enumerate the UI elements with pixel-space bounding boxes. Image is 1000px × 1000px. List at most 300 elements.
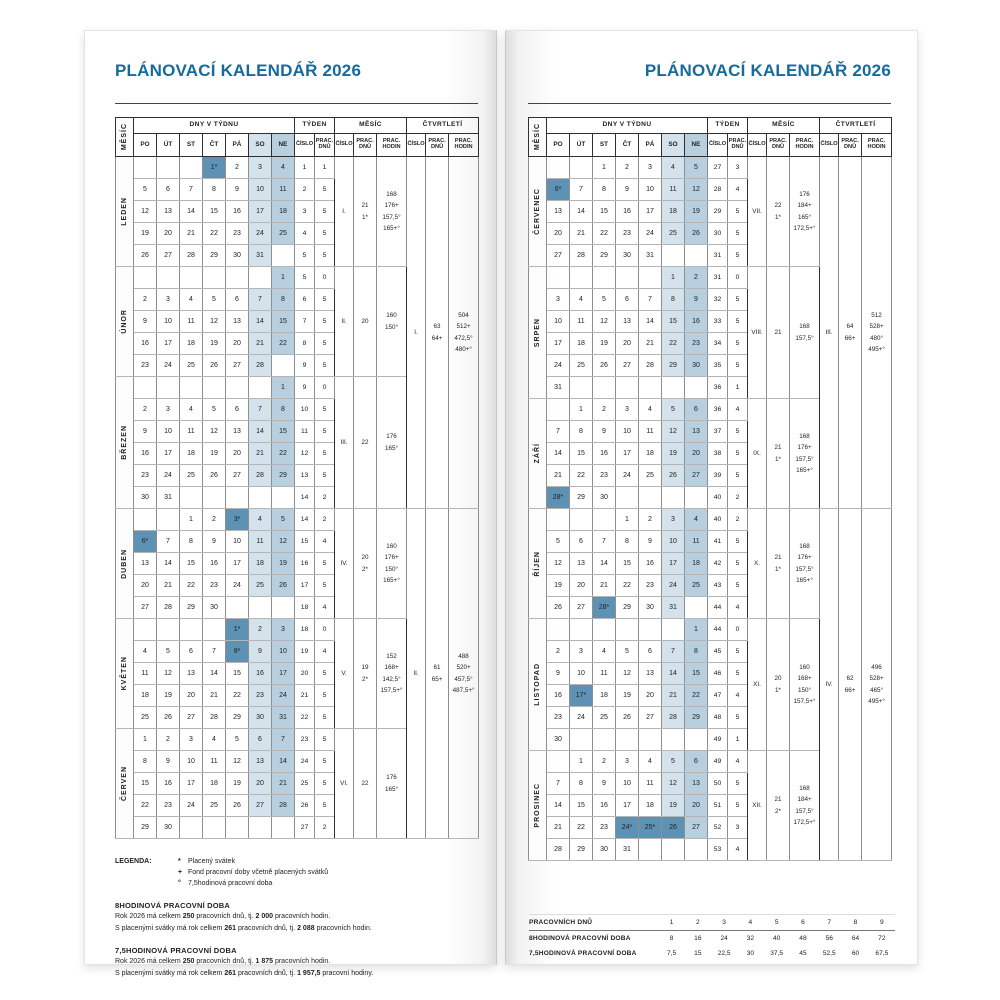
week-workdays-cell: 4 [315, 641, 335, 663]
week-workdays-cell: 5 [315, 311, 335, 333]
day-cell: 25 [639, 465, 662, 487]
month-workdays-cell: 19 2* [354, 619, 377, 729]
month-hours-cell: 176 184+ 165° 172,5+° [790, 157, 820, 267]
day-cell: 14 [547, 443, 570, 465]
day-cell: 20 [685, 795, 708, 817]
week-workdays-cell: 2 [728, 509, 748, 531]
day-cell [249, 597, 272, 619]
day-cell [662, 839, 685, 861]
day-cell: 16 [685, 311, 708, 333]
day-cell: 5 [157, 641, 180, 663]
day-cell [593, 267, 616, 289]
day-cell: 21 [157, 575, 180, 597]
day-cell [685, 487, 708, 509]
month-name-label: SRPEN [533, 317, 541, 348]
month-name-label: DUBEN [120, 548, 128, 579]
weekday-header: ST [180, 134, 203, 157]
day-cell [134, 267, 157, 289]
week-number-cell: 28 [708, 179, 728, 201]
day-cell: 13 [570, 553, 593, 575]
day-cell: 20 [226, 333, 249, 355]
month-hours-cell: 176 165° [377, 729, 407, 839]
day-cell: 31 [616, 839, 639, 861]
day-cell: 10 [157, 311, 180, 333]
day-cell: 2 [547, 641, 570, 663]
day-cell: 16 [226, 201, 249, 223]
weekday-header: NE [685, 134, 708, 157]
day-cell: 10 [249, 179, 272, 201]
weekday-header: ST [593, 134, 616, 157]
day-cell [272, 355, 295, 377]
day-cell: 26 [616, 707, 639, 729]
day-cell: 28 [157, 597, 180, 619]
day-cell [134, 509, 157, 531]
day-cell: 26 [685, 223, 708, 245]
week-number-cell: 36 [708, 399, 728, 421]
day-cell: 13 [157, 201, 180, 223]
week-number-cell: 48 [708, 707, 728, 729]
day-cell: 17 [226, 553, 249, 575]
section-text: Rok 2026 má celkem [115, 912, 183, 920]
week-workdays-cell: 2 [315, 487, 335, 509]
day-cell: 16 [593, 795, 616, 817]
legend [115, 856, 478, 890]
day-cell: 31 [272, 707, 295, 729]
week-number-cell: 30 [708, 223, 728, 245]
day-cell: 27 [249, 795, 272, 817]
section-text: pracovních hodin. [273, 912, 331, 920]
day-cell: 24 [570, 707, 593, 729]
day-cell: 31 [547, 377, 570, 399]
section-text: pracovních dnů, tj. [194, 912, 256, 920]
day-cell: 17 [662, 553, 685, 575]
day-cell: 12 [272, 531, 295, 553]
week-number-cell: 7 [295, 311, 315, 333]
day-cell: 4 [639, 751, 662, 773]
day-cell: 24 [249, 223, 272, 245]
month-name [529, 509, 547, 619]
day-cell [547, 751, 570, 773]
day-cell: 20 [547, 223, 570, 245]
week-number-cell: 27 [295, 817, 315, 839]
day-cell: 1 [616, 509, 639, 531]
day-cell: 15 [616, 553, 639, 575]
day-cell: 21 [593, 575, 616, 597]
week-number-cell: 36 [708, 377, 728, 399]
worktable-value: 7,5 [666, 950, 677, 957]
day-cell: 18 [685, 553, 708, 575]
week-number-cell: 16 [295, 553, 315, 575]
day-cell: 26 [226, 795, 249, 817]
day-cell: 8 [272, 399, 295, 421]
weekday-header: PO [547, 134, 570, 157]
day-cell: 10 [157, 421, 180, 443]
day-cell: 16 [616, 201, 639, 223]
day-cell [180, 487, 203, 509]
day-cell [639, 267, 662, 289]
week-number-cell: 41 [708, 531, 728, 553]
week-workdays-cell: 0 [728, 267, 748, 289]
week-number-cell: 5 [295, 267, 315, 289]
days-of-week-group-header: DNY V TÝDNU [134, 118, 295, 134]
day-cell: 20 [157, 223, 180, 245]
day-cell: 30 [639, 597, 662, 619]
day-cell: 20 [226, 443, 249, 465]
day-cell: 2 [616, 157, 639, 179]
month-hours-header: PRAC. HODIN [790, 134, 820, 157]
day-cell: 9 [593, 421, 616, 443]
day-cell [685, 245, 708, 267]
day-cell: 1* [226, 619, 249, 641]
day-cell: 22 [203, 223, 226, 245]
day-cell: 8 [203, 179, 226, 201]
day-cell: 18 [272, 201, 295, 223]
day-cell: 4 [593, 641, 616, 663]
week-number-cell: 18 [295, 597, 315, 619]
week-number-cell: 43 [708, 575, 728, 597]
worktable-value: 32 [746, 935, 755, 942]
month-hours-header: PRAC. HODIN [377, 134, 407, 157]
day-cell: 14 [203, 663, 226, 685]
week-workdays-cell: 3 [728, 157, 748, 179]
week-workdays-cell: 5 [315, 399, 335, 421]
day-cell: 26 [134, 245, 157, 267]
day-cell: 2 [226, 157, 249, 179]
day-cell: 4 [249, 509, 272, 531]
section-title: 7,5HODINOVÁ PRACOVNÍ DOBA [115, 945, 237, 955]
week-number-cell: 1 [295, 157, 315, 179]
day-cell: 30 [134, 487, 157, 509]
day-cell: 13 [226, 311, 249, 333]
day-cell [593, 509, 616, 531]
week-workdays-cell: 5 [315, 355, 335, 377]
day-cell: 16 [134, 333, 157, 355]
day-cell: 12 [593, 311, 616, 333]
day-cell: 4 [134, 641, 157, 663]
week-number-cell: 17 [295, 575, 315, 597]
working-time-section [115, 901, 478, 935]
weekday-header: PÁ [226, 134, 249, 157]
legend-symbol: * [178, 858, 181, 865]
day-cell [157, 509, 180, 531]
month-workdays-cell: 22 [354, 377, 377, 509]
worktable-value: 4 [737, 915, 763, 931]
worktable-value: 16 [694, 935, 702, 942]
day-cell: 11 [685, 531, 708, 553]
day-cell [570, 509, 593, 531]
weekday-header: PÁ [639, 134, 662, 157]
month-hours-cell: 168 176+ 157,5° 165+° [790, 399, 820, 509]
day-cell: 29 [685, 707, 708, 729]
day-cell: 31 [157, 487, 180, 509]
day-cell [226, 817, 249, 839]
quarter-number-cell: III. [820, 157, 839, 509]
worktable-row-label: PRACOVNÍCH DNŮ [529, 915, 658, 931]
worktable-row-label: 8HODINOVÁ PRACOVNÍ DOBA [529, 935, 631, 942]
day-cell: 10 [616, 421, 639, 443]
day-cell: 8* [226, 641, 249, 663]
day-cell: 24 [616, 465, 639, 487]
day-cell: 5 [272, 509, 295, 531]
day-cell [570, 729, 593, 751]
day-cell: 5 [662, 399, 685, 421]
title-rule [528, 103, 891, 104]
quarter-group-header: ČTVRTLETÍ [820, 118, 892, 134]
week-workdays-cell: 5 [315, 443, 335, 465]
day-cell [226, 377, 249, 399]
day-cell [685, 839, 708, 861]
page-right [505, 30, 918, 965]
day-cell [639, 839, 662, 861]
day-cell: 15 [226, 663, 249, 685]
weekday-header: PO [134, 134, 157, 157]
quarter-workdays-header: PRAC. DNŮ [839, 134, 862, 157]
day-cell: 19 [616, 685, 639, 707]
day-cell: 18 [180, 333, 203, 355]
day-cell: 10 [547, 311, 570, 333]
month-name-label: KVĚTEN [120, 656, 128, 691]
section-text: pracovních hodin. [314, 925, 372, 933]
day-cell: 8 [570, 773, 593, 795]
day-cell: 11 [570, 311, 593, 333]
week-workdays-cell: 5 [315, 795, 335, 817]
month-hours-cell: 168 184+ 157,5° 172,5+° [790, 751, 820, 861]
day-cell: 19 [226, 773, 249, 795]
workdays-hours-table [529, 914, 895, 961]
month-number-cell: V. [335, 619, 354, 729]
day-cell: 26 [157, 707, 180, 729]
day-cell [570, 377, 593, 399]
day-cell: 13 [547, 201, 570, 223]
worktable-value: 9 [869, 915, 895, 931]
day-cell: 2 [134, 399, 157, 421]
day-cell: 30 [249, 707, 272, 729]
day-cell: 3 [157, 289, 180, 311]
week-number-header: ČÍSLO [295, 134, 315, 157]
day-cell [203, 817, 226, 839]
week-workdays-cell: 5 [315, 707, 335, 729]
quarter-hours-cell: 488 520+ 457,5° 487,5+° [449, 509, 479, 839]
day-cell: 4 [662, 157, 685, 179]
day-cell: 31 [639, 245, 662, 267]
day-cell [157, 619, 180, 641]
month-name-label: ČERVENEC [533, 188, 541, 235]
day-cell: 24 [662, 575, 685, 597]
week-workdays-cell: 5 [315, 685, 335, 707]
month-name [116, 729, 134, 839]
day-cell: 3 [616, 751, 639, 773]
day-cell: 11 [203, 751, 226, 773]
day-cell: 18 [639, 443, 662, 465]
week-workdays-cell: 5 [315, 663, 335, 685]
week-number-cell: 12 [295, 443, 315, 465]
day-cell: 21 [570, 223, 593, 245]
week-number-cell: 46 [708, 663, 728, 685]
week-number-cell: 14 [295, 487, 315, 509]
day-cell: 20 [249, 773, 272, 795]
quarter-number-cell: IV. [820, 509, 839, 861]
day-cell: 7 [249, 399, 272, 421]
day-cell [157, 157, 180, 179]
week-number-cell: 53 [708, 839, 728, 861]
day-cell [203, 377, 226, 399]
week-number-cell: 27 [708, 157, 728, 179]
quarter-hours-header: PRAC. HODIN [449, 134, 479, 157]
day-cell: 6 [616, 289, 639, 311]
day-cell: 12 [157, 663, 180, 685]
day-cell [272, 817, 295, 839]
week-number-cell: 8 [295, 333, 315, 355]
day-cell [226, 487, 249, 509]
day-cell [134, 377, 157, 399]
day-cell: 17 [616, 795, 639, 817]
legend-item [178, 867, 328, 878]
day-cell: 14 [593, 553, 616, 575]
day-cell: 13 [134, 553, 157, 575]
day-cell: 22 [272, 443, 295, 465]
day-cell: 25 [180, 355, 203, 377]
worktable-value: 56 [825, 935, 833, 942]
day-cell: 24* [616, 817, 639, 839]
day-cell: 9 [547, 663, 570, 685]
day-cell: 28 [203, 707, 226, 729]
day-cell [547, 509, 570, 531]
month-name-label: ZÁŘÍ [533, 443, 541, 464]
week-workdays-cell: 5 [315, 223, 335, 245]
week-number-cell: 31 [708, 245, 728, 267]
day-cell: 17 [616, 443, 639, 465]
day-cell: 15 [570, 795, 593, 817]
week-number-cell: 11 [295, 421, 315, 443]
month-workdays-cell: 21 1* [354, 157, 377, 267]
day-cell: 27 [226, 465, 249, 487]
day-cell: 18 [639, 795, 662, 817]
section-text: pracovních dnů, tj. [236, 925, 298, 933]
month-name-label: BŘEZEN [120, 425, 128, 460]
day-cell: 2 [134, 289, 157, 311]
day-cell: 1 [662, 267, 685, 289]
quarter-number-header: ČÍSLO [407, 134, 426, 157]
worktable-value: 64 [851, 935, 860, 942]
month-hours-cell: 168 176+ 157,5° 165+° [790, 509, 820, 619]
day-cell: 6 [226, 399, 249, 421]
day-cell [639, 377, 662, 399]
week-workdays-cell: 2 [315, 509, 335, 531]
worktable-value: 5 [764, 915, 790, 931]
day-cell [662, 729, 685, 751]
month-name-label: LISTOPAD [533, 663, 541, 706]
week-workdays-cell: 5 [728, 289, 748, 311]
day-cell: 18 [134, 685, 157, 707]
day-cell: 15 [685, 663, 708, 685]
week-number-cell: 50 [708, 773, 728, 795]
worktable-value: 24 [720, 935, 728, 942]
day-cell: 6 [685, 751, 708, 773]
month-hours-cell: 168 157,5° [790, 267, 820, 399]
week-number-cell: 3 [295, 201, 315, 223]
week-number-cell: 44 [708, 597, 728, 619]
day-cell: 1 [180, 509, 203, 531]
section-text: 2 000 [255, 912, 274, 920]
day-cell: 19 [662, 443, 685, 465]
day-cell: 23 [249, 685, 272, 707]
day-cell: 25 [570, 355, 593, 377]
day-cell: 25 [134, 707, 157, 729]
page-title: PLÁNOVACÍ KALENDÁŘ 2026 [115, 61, 362, 80]
day-cell: 1 [272, 377, 295, 399]
day-cell: 19 [272, 553, 295, 575]
day-cell [249, 817, 272, 839]
day-cell: 12 [547, 553, 570, 575]
weekday-header: NE [272, 134, 295, 157]
legend-text: Fond pracovní doby včetně placených svátků [188, 869, 329, 877]
day-cell [685, 597, 708, 619]
week-workdays-cell: 4 [728, 597, 748, 619]
section-line [115, 957, 478, 968]
week-workdays-cell: 5 [728, 663, 748, 685]
day-cell: 8 [593, 179, 616, 201]
month-workdays-cell: 21 1* [767, 509, 790, 619]
worktable-value: 3 [711, 915, 737, 931]
day-cell: 24 [226, 575, 249, 597]
month-workdays-cell: 22 [354, 729, 377, 839]
day-cell: 27 [226, 355, 249, 377]
day-cell: 15 [662, 311, 685, 333]
section-text: pracovní hodiny. [320, 970, 374, 978]
day-cell: 18 [593, 685, 616, 707]
week-workdays-cell: 5 [728, 443, 748, 465]
day-cell: 6 [570, 531, 593, 553]
week-workdays-cell: 5 [315, 421, 335, 443]
day-cell: 26 [203, 355, 226, 377]
day-cell [272, 597, 295, 619]
day-cell: 25 [593, 707, 616, 729]
day-cell: 23 [157, 795, 180, 817]
day-cell: 9 [593, 773, 616, 795]
day-cell: 9 [134, 311, 157, 333]
day-cell: 24 [272, 685, 295, 707]
day-cell: 14 [157, 553, 180, 575]
day-cell: 9 [616, 179, 639, 201]
week-number-cell: 14 [295, 509, 315, 531]
day-cell: 30 [593, 487, 616, 509]
month-name [529, 157, 547, 267]
day-cell: 11 [249, 531, 272, 553]
day-cell: 29 [272, 465, 295, 487]
day-cell: 29 [134, 817, 157, 839]
working-time-sections [115, 901, 478, 980]
worktable-row [529, 946, 895, 961]
day-cell: 21 [547, 465, 570, 487]
week-number-cell: 40 [708, 509, 728, 531]
day-cell: 11 [134, 663, 157, 685]
day-cell [134, 619, 157, 641]
calendar-table [528, 117, 892, 861]
section-text: 261 [224, 970, 236, 978]
section-title: 8HODINOVÁ PRACOVNÍ DOBA [115, 900, 231, 910]
day-cell: 2 [639, 509, 662, 531]
quarter-hours-header: PRAC. HODIN [862, 134, 892, 157]
day-cell: 21 [272, 773, 295, 795]
day-cell: 27 [180, 707, 203, 729]
day-cell: 29 [570, 487, 593, 509]
page-title: PLÁNOVACÍ KALENDÁŘ 2026 [644, 61, 891, 80]
day-cell: 13 [685, 773, 708, 795]
day-cell: 17* [570, 685, 593, 707]
worktable-value: 8 [669, 935, 674, 942]
day-cell: 5 [616, 641, 639, 663]
section-text: pracovních dnů, tj. [194, 957, 256, 965]
